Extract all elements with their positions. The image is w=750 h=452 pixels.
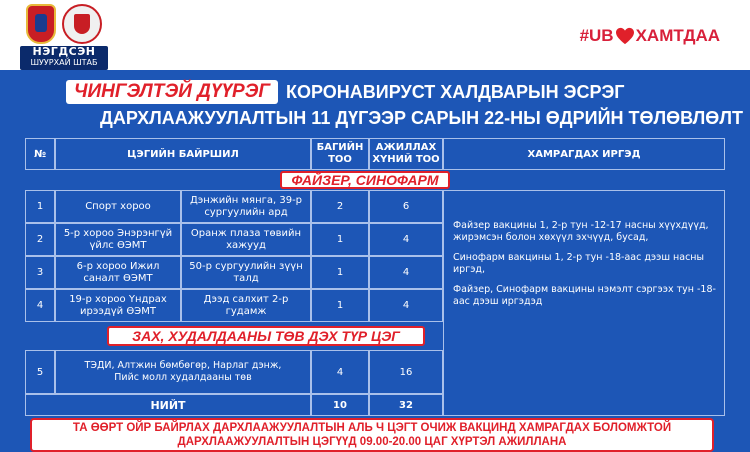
note-sinopharm: Синофарм вакцины 1, 2-р тун -18-аас дээш насны иргэд,	[453, 252, 705, 275]
header-location: ЦЭГИЙН БАЙРШИЛ	[55, 138, 311, 170]
schedule-table	[25, 138, 725, 452]
police-emblem-icon	[26, 4, 56, 44]
header-target: ХАМРАГДАХ ИРГЭД	[443, 138, 725, 170]
header-no: №	[25, 138, 55, 170]
title-line1: КОРОНАВИРУСТ ХАЛДВАРЫН ЭСРЭГ	[286, 81, 625, 102]
hashtag	[580, 26, 720, 46]
logo	[20, 4, 108, 70]
row5-staff: 16	[369, 350, 443, 394]
row4-place: 19-р хороо Үндрах ирээдүй ӨЭМТ	[55, 289, 181, 322]
total-staff: 32	[369, 394, 443, 416]
row1-staff: 6	[369, 190, 443, 223]
row2-staff: 4	[369, 223, 443, 256]
hashtag-left: #UB	[579, 26, 614, 45]
logo-line2: ШУУРХАЙ ШТАБ	[30, 58, 98, 67]
soyombo-emblem-icon	[62, 4, 102, 44]
logo-caption	[20, 46, 108, 70]
footer-notice	[30, 418, 714, 452]
row5-place: ТЭДИ, Алтжин бөмбөгөр, Нарлаг дэнж, Пийс молл худалдааны төв	[55, 350, 311, 394]
row3-address: 50-р сургуулийн зүүн талд	[181, 256, 311, 289]
total-teams: 10	[311, 394, 369, 416]
row4-teams: 1	[311, 289, 369, 322]
row2-teams: 1	[311, 223, 369, 256]
title-row	[66, 78, 624, 106]
row3-staff: 4	[369, 256, 443, 289]
target-notes	[445, 220, 725, 340]
header-staff: АЖИЛЛАХ ХҮНИЙ ТОО	[369, 138, 443, 170]
title-line2: ДАРХЛААЖУУЛАЛТЫН 11 ДҮГЭЭР САРЫН 22-НЫ ӨДРИЙН ТӨЛӨВЛӨЛТ	[100, 108, 743, 128]
logo-line1: НЭГДСЭН	[32, 45, 96, 58]
row2-address: Оранж плаза төвийн хажууд	[181, 223, 311, 256]
row2-no: 2	[25, 223, 55, 256]
row5-teams: 4	[311, 350, 369, 394]
row3-teams: 1	[311, 256, 369, 289]
section-pfizer-sinopharm: ФАЙЗЕР, СИНОФАРМ	[280, 171, 450, 189]
hashtag-right: ХАМТДАА	[635, 26, 720, 45]
row2-place: 5-р хороо Энэрэнгүй үйлс ӨЭМТ	[55, 223, 181, 256]
heart-icon	[615, 27, 635, 45]
row1-place: Спорт хороо	[55, 190, 181, 223]
note-booster: Файзер, Синофарм вакцины нэмэлт сэргээх тун -18-аас дээш иргэдэд	[453, 284, 716, 307]
row3-no: 3	[25, 256, 55, 289]
note-pfizer: Файзер вакцины 1, 2-р тун -12-17 насны хүүхдүүд, жирэмсэн болон хөхүүл эхчүүд, бусад,	[453, 220, 709, 243]
footer-line2: ДАРХЛААЖУУЛАЛТЫН ЦЭГҮҮД 09.00-20.00 ЦАГ ХҮРТЭЛ АЖИЛЛАНА	[177, 436, 567, 448]
row5-no: 5	[25, 350, 55, 394]
district-name: ЧИНГЭЛТЭЙ ДҮҮРЭГ	[66, 80, 278, 104]
row4-no: 4	[25, 289, 55, 322]
header	[0, 0, 750, 70]
row4-staff: 4	[369, 289, 443, 322]
total-label: НИЙТ	[25, 394, 311, 416]
section-markets: ЗАХ, ХУДАЛДААНЫ ТӨВ ДЭХ ТҮР ЦЭГ	[107, 326, 425, 346]
row1-address: Дэнжийн мянга, 39-р сургуулийн ард	[181, 190, 311, 223]
row3-place: 6-р хороо Ижил саналт ӨЭМТ	[55, 256, 181, 289]
footer-line1: ТА ӨӨРТ ОЙР БАЙРЛАХ ДАРХЛААЖУУЛАЛТЫН АЛЬ Ч ЦЭГТ ОЧИЖ ВАКЦИНД ХАМРАГДАХ БОЛОМЖТОЙ	[72, 422, 672, 434]
row4-address: Дээд салхит 2-р гудамж	[181, 289, 311, 322]
row1-no: 1	[25, 190, 55, 223]
row1-teams: 2	[311, 190, 369, 223]
schedule-panel	[0, 70, 750, 452]
header-teams: БАГИЙН ТОО	[311, 138, 369, 170]
